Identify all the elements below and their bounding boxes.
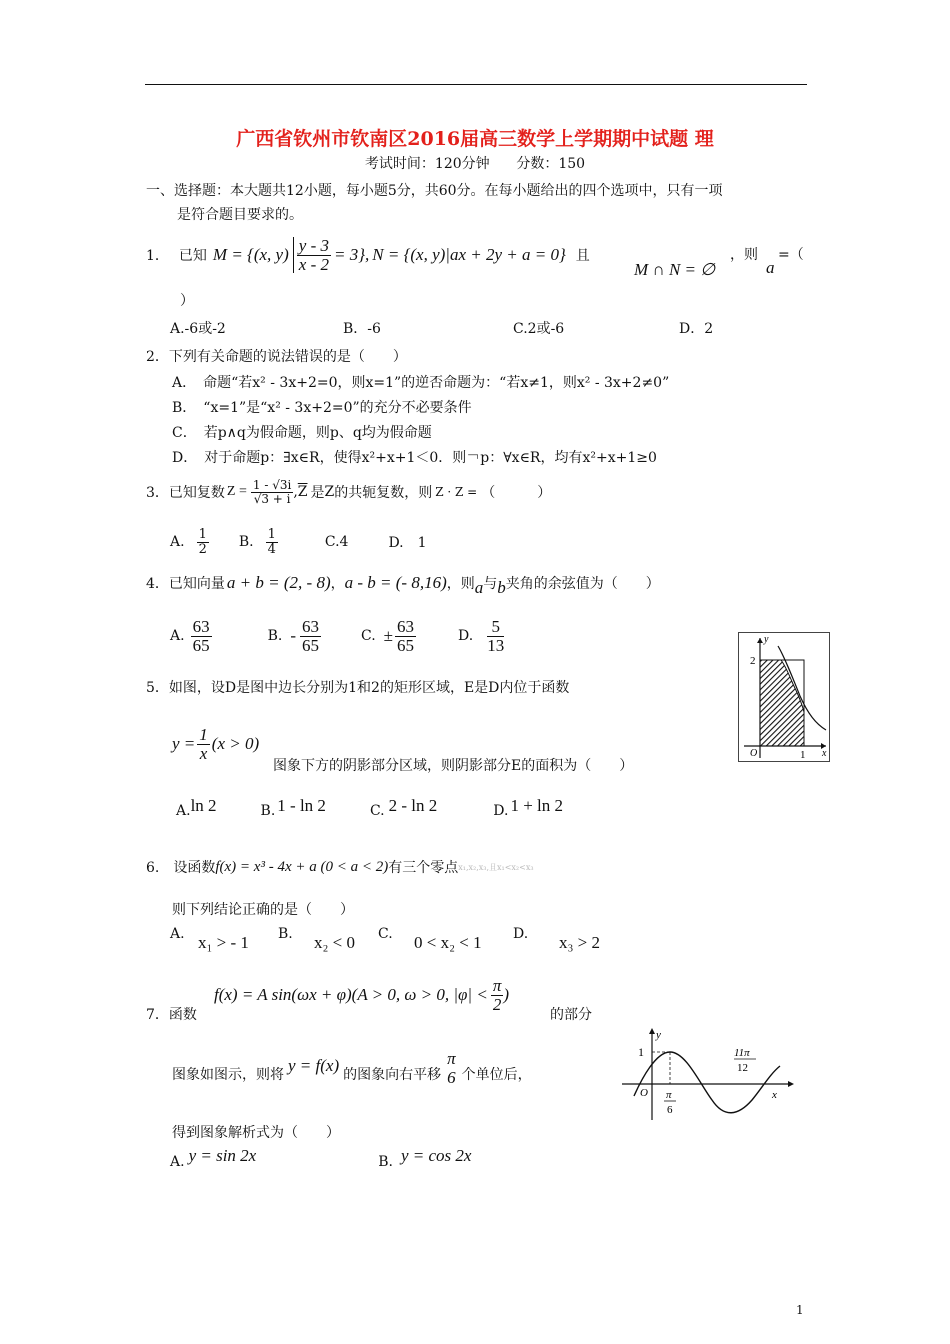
q7-figure [620,1026,796,1124]
q5-line2: 图象下方的阴影部分区域，则阴影部分E的面积为（ ） [273,758,634,774]
tick-y-2: 2 [750,655,756,667]
tick-11pi12-num: 11π [734,1047,750,1059]
q2-option-a: A． 命题“若x² - 3x+2=0，则x=1”的逆否命题为：“若x≠1，则x² - 3x+2≠0” [172,375,670,391]
x-axis-label: x [822,748,827,759]
q5-option-c: 2 - ln 2 [388,796,438,815]
frac-denominator: x [199,743,208,763]
q3-z: Z = [226,484,247,499]
shaded-region-e [760,660,804,746]
q7-line2-mid: 的图象向右平移 [343,1067,442,1083]
q3-zbar: $\overline{Z}$ [297,484,308,500]
q4-option-a-fraction [191,618,212,655]
q3-close: （ ） [481,485,552,501]
q1-and: 且 [575,248,590,264]
set-n: N = {(x, y)|ax + 2y + a = 0} [372,245,566,264]
q6-line2: 则下列结论正确的是（ ） [172,902,354,918]
question-2-stem: 2．下列有关命题的说法错误的是（ ） [146,349,407,365]
q3-fraction [251,479,293,505]
q4-option-c-fraction [395,618,416,655]
set-m-head: M = {(x, y) [212,245,289,264]
q5-function [172,722,259,766]
y-axis-label: y [764,634,769,645]
q3-option-d: D. 1 [388,535,427,551]
q1-var-a: a [766,258,775,277]
q5-option-a: ln 2 [190,796,217,815]
page-title: 广西省钦州市钦南区2016届高三数学上学期期中试题 理 [236,128,714,150]
q7-expression: f(x) = A sin(ωx + φ)(A > 0, ω > 0, |φ| < [214,985,488,1004]
frac-denominator: √3 + i [253,491,291,506]
q6-option-d: x₃ > 2 [559,933,601,952]
tick-11pi12-den: 12 [737,1062,748,1074]
section-heading-line2: 是符合题目要求的。 [177,207,303,223]
q7-option-b: y = cos 2x [400,1146,472,1165]
q4-option-b-label: B. [267,628,283,644]
q1-option-b: B．-6 [343,321,381,337]
q7-option-a: y = sin 2x [188,1146,257,1165]
q3-options [170,520,427,564]
page-number: 1 [796,1303,804,1317]
question-7-number: 7．函数 [146,1007,197,1023]
q3-z2: Z [324,484,335,500]
q1-paren: =（ [778,247,804,263]
frac-denominator: 65 [192,635,210,655]
question-4-stem [146,568,660,598]
q6-faded-text: x₁,x₂,x₃,且x₁<x₂<x₃ [458,862,534,872]
tick-y-1: 1 [638,1045,644,1059]
q7-tail: 的部分 [550,1007,592,1023]
frac-numerator: 1 - √3i [252,477,292,492]
question-6-stem [146,853,534,881]
sine-curve [634,1052,780,1113]
q1-option-c: C.2或-6 [513,321,565,337]
q5-condition: (x > 0) [211,734,260,753]
q7-function [214,972,509,1018]
question-1-stem [146,230,590,280]
q5-option-c-label: C. [369,803,385,819]
q3-option-b-label: B. [238,534,254,550]
frac-denominator: 4 [267,541,276,557]
frac-numerator: 5 [487,618,504,637]
frac-numerator: π [447,1048,456,1068]
frac-numerator: π [492,975,502,995]
q1-pre: 已知 [178,248,207,264]
q5-y-eq: y = [172,734,196,753]
x-arrow [788,1081,794,1087]
q2-option-c: C． 若p∧q为假命题，则p、q均为假命题 [172,425,432,441]
frac-numerator: 1 [199,724,208,744]
q3-option-a-fraction [197,528,209,556]
q6-tail: 有三个零点 [388,860,459,876]
q3-option-a-label: A. [170,534,185,550]
q6-option-b: x₂ < 0 [314,933,356,952]
q1-option-a: A.-6或-2 [170,321,226,337]
tick-pi6-num: π [666,1089,672,1101]
section-heading-line1: 一、选择题：本大题共12小题，每小题5分，共60分。在每小题给出的四个选项中，只有一项 [146,183,723,199]
frac-denominator: 2 [198,541,207,557]
q6-pre: 6. 设函数 [146,860,216,876]
q4-option-c-sign: ± [383,626,393,645]
q4-option-b-fraction [300,618,321,655]
q6-option-a: x₁ > - 1 [198,933,249,952]
q5-option-d-label: D. [493,803,509,819]
q4-pre: 4．已知向量 [146,576,225,592]
q4-b: b [497,578,506,597]
q6-option-c: 0 < x₂ < 1 [414,933,482,952]
tick-pi6-den: 6 [667,1104,673,1116]
q3-pre: 3．已知复数 [146,485,225,501]
exam-score: 分数：150 [516,156,586,172]
q5-option-d: 1 + ln 2 [510,796,563,815]
q6-function: f(x) = x³ - 4x + a (0 < a < 2) [215,858,389,875]
question-number: 1． [146,248,169,264]
y-axis-label: y [656,1029,661,1041]
q4-then: ，则 [446,576,475,592]
question-3-stem [146,470,551,514]
q5-option-b-label: B. [260,803,276,819]
q3-comma: , [293,484,298,500]
q4-vector-diff: a - b = (- 8,16) [344,573,447,592]
y-arrow [649,1028,655,1034]
q4-option-d-label: D. [458,628,474,644]
q4-tail: 夹角的余弦值为（ ） [505,576,660,592]
q5-option-a-label: A. [176,803,191,819]
q1-option-d: D．2 [679,321,714,337]
frac-numerator: 1 [267,526,276,542]
exam-time: 考试时间：120分钟 [364,156,490,172]
q4-option-c-label: C. [360,628,376,644]
frac-numerator: 1 [198,526,207,542]
q6-option-b-label: B. [278,926,293,942]
q7-line3: 得到图象解析式为（ ） [172,1125,340,1141]
x-axis-label: x [772,1089,777,1101]
frac-denominator: 6 [445,1068,458,1087]
origin-label: O [750,748,758,759]
q3-option-c: C.4 [324,534,349,550]
q4-comma: ， [330,576,345,592]
set-m-fraction [293,237,331,274]
q1-condition: M ∩ N = ∅ [634,260,716,279]
q5-options [176,796,563,819]
q3-option-b-fraction [266,528,278,556]
q3-mid2: 是 [310,485,325,501]
origin-label: O [640,1087,648,1099]
q7-line2-expr: y = f(x) [288,1056,340,1075]
q4-vector-sum: a + b = (2, - 8) [226,573,331,592]
q1-then: ，则 [730,247,758,263]
q7-line2-pre: 图象如图示，则将 [172,1067,284,1083]
question-5-stem: 5．如图，设D是图中边长分别为1和2的矩形区域，E是D内位于函数 [146,680,570,696]
q5-option-b: 1 - ln 2 [277,796,326,815]
frac-denominator: x - 2 [298,254,329,274]
frac-numerator: 63 [397,616,414,636]
q6-option-a-label: A. [170,926,185,942]
q3-product: Z · Z = [435,485,478,499]
q2-option-d: D． 对于命题p：∃x∈R，使得x²+x+1＜0．则￢p：∀x∈R，均有x²+x+1≥0 [172,450,657,466]
frac-denominator: 65 [301,635,319,655]
q7-close: ) [503,985,510,1004]
q5-fraction [197,726,210,763]
frac-denominator: 65 [397,635,414,655]
q7-option-a-label: A. [170,1154,185,1170]
q6-option-d-label: D. [513,926,529,942]
q4-a: a [474,578,484,597]
q7-option-b-label: B. [378,1154,393,1170]
q2-option-b: B． “x=1”是“x² - 3x+2=0”的充分不必要条件 [172,400,472,416]
q7-shift-fraction [445,1050,458,1087]
set-m-tail: = 3}, [334,245,370,264]
frac-numerator: 63 [301,616,319,636]
header-rule [145,84,807,85]
q7-phi-bound [491,977,504,1014]
q7-line2 [172,1046,532,1102]
q7-line2-tail: 个单位后， [461,1067,532,1083]
q4-option-a-label: A. [170,628,185,644]
y-arrow [757,638,763,643]
q4-options [170,612,504,660]
q3-mid3: 的共轭复数，则 [334,485,433,501]
frac-numerator: 63 [192,616,210,636]
exam-info [0,153,950,173]
q4-and: 与 [483,576,498,592]
frac-denominator: 13 [487,635,505,655]
q5-figure [738,632,830,762]
frac-numerator: y - 3 [298,235,329,255]
q6-option-c-label: C. [378,926,393,942]
tick-x-1: 1 [800,749,806,761]
q7-options [170,1146,472,1170]
q1-close-paren: ） [180,293,194,309]
q4-option-d-fraction [487,618,504,655]
frac-denominator: 2 [492,994,502,1014]
q4-option-b-sign: - [290,626,296,645]
